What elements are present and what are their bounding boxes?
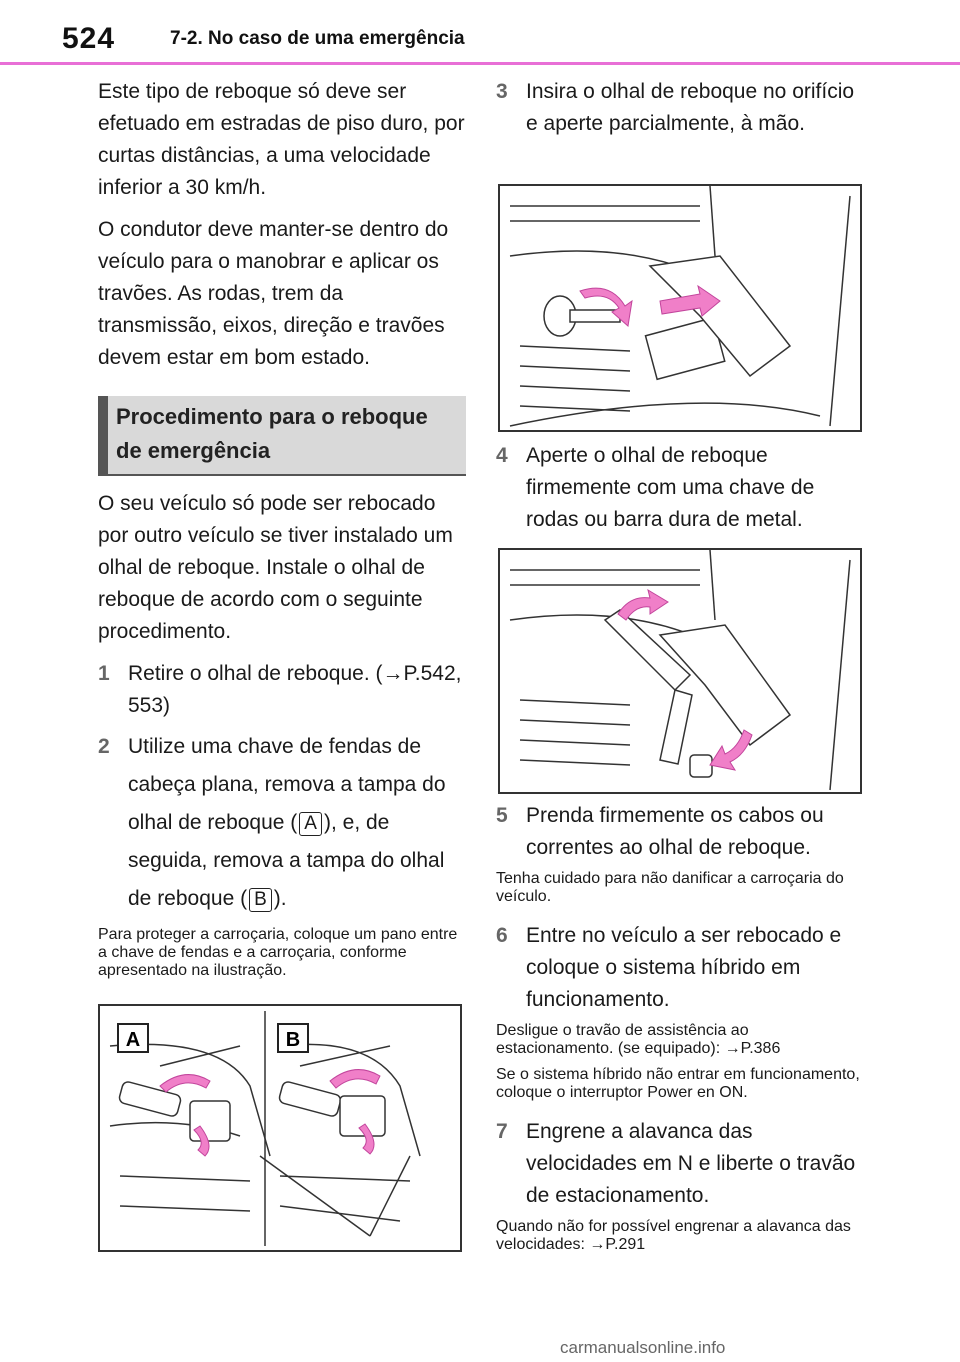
right-column — [496, 76, 868, 146]
step-text-part1: Utilize uma chave de fendas de cabeça plana, remova a tampa do olhal de reboque ( — [128, 735, 446, 834]
paragraph-intro: O seu veículo só pode ser rebocado por outro veículo se tiver instalado um olhal de reboque. Instale o olhal de reboque de acordo com o seguinte procedimento. — [98, 492, 453, 643]
section-heading — [98, 396, 466, 474]
figure-label-b: B — [285, 1029, 301, 1051]
figure-label-a: A — [125, 1029, 141, 1051]
note-step7: Quando não for possível engrenar a alavanca das velocidades: →P.291 — [496, 1218, 851, 1253]
paragraph-towing-conditions: Este tipo de reboque só deve ser efetuado em estradas de piso duro, por curtas distâncias, a uma velocidade inferior a 30 km/h. — [98, 80, 465, 199]
step-text-part3: ). — [273, 887, 287, 910]
right-column-step4 — [496, 440, 868, 542]
page-header — [0, 0, 960, 64]
step-text: Insira o olhal de reboque no orifício e aperte parcialmente, à mão. — [526, 80, 855, 135]
note-step5: Tenha cuidado para não danificar a carroçaria do veículo. — [496, 870, 844, 905]
step-1 — [98, 658, 466, 722]
section-title: Procedimento para o reboque de emergência — [116, 404, 428, 463]
page-number: 524 — [62, 22, 116, 55]
watermark: carmanualsonline.info — [560, 1338, 726, 1357]
step-number: 1 — [98, 662, 110, 685]
step-5 — [496, 800, 868, 864]
step-text: Engrene a alavanca das velocidades em N e liberte o travão de estacionamento. — [526, 1120, 856, 1207]
step-text: Retire o olhal de reboque. (→P.542, 553) — [128, 662, 462, 717]
header-divider — [0, 62, 960, 65]
step-text: Entre no veículo a ser rebocado e coloque o sistema híbrido em funcionamento. — [526, 924, 842, 1011]
step-number: 5 — [496, 804, 508, 827]
paragraph-driver-requirements: O condutor deve manter-se dentro do veículo para o manobrar e aplicar os travões. As rodas, trem da transmissão, eixos, direção e travões devem estar em bom estado. — [98, 218, 449, 369]
step-text: Aperte o olhal de reboque firmemente com uma chave de rodas ou barra dura de metal. — [526, 444, 815, 531]
chapter-title: 7-2. No caso de uma emergência — [170, 28, 465, 49]
step-number: 7 — [496, 1120, 508, 1143]
step-number: 6 — [496, 924, 508, 947]
left-column — [98, 76, 466, 988]
illustration-tighten-hook — [498, 548, 862, 794]
illustration-insert-hook-svg — [500, 186, 860, 430]
note-step6-power-on: Se o sistema híbrido não entrar em funcionamento, coloque o interruptor Power en ON. — [496, 1066, 860, 1101]
illustration-remove-covers-svg — [100, 1006, 460, 1250]
step-number: 4 — [496, 444, 508, 467]
right-column-lower — [496, 800, 868, 1262]
illustration-insert-hook — [498, 184, 862, 432]
note-step6-parking-brake: Desligue o travão de assistência ao estacionamento. (se equipado): →P.386 — [496, 1022, 781, 1057]
label-b-badge: B — [249, 888, 272, 912]
section-underline — [98, 474, 466, 476]
step-number: 3 — [496, 80, 508, 103]
step-3 — [496, 76, 868, 140]
label-a-badge: A — [299, 812, 322, 836]
step-text: Prenda firmemente os cabos ou correntes ao olhal de reboque. — [526, 804, 824, 859]
illustration-tighten-hook-svg — [500, 550, 860, 792]
step-4 — [496, 440, 868, 536]
illustration-remove-covers — [98, 1004, 462, 1252]
note-protect-body: Para proteger a carroçaria, coloque um pano entre a chave de fendas e a carroçaria, conforme apresentado na ilustração. — [98, 926, 458, 979]
step-number: 2 — [98, 735, 110, 758]
step-2 — [98, 728, 466, 918]
step-7 — [496, 1116, 868, 1212]
step-text-part2: ), e, de seguida, remova a tampa do olhal de reboque ( — [128, 811, 445, 910]
step-6 — [496, 920, 868, 1016]
